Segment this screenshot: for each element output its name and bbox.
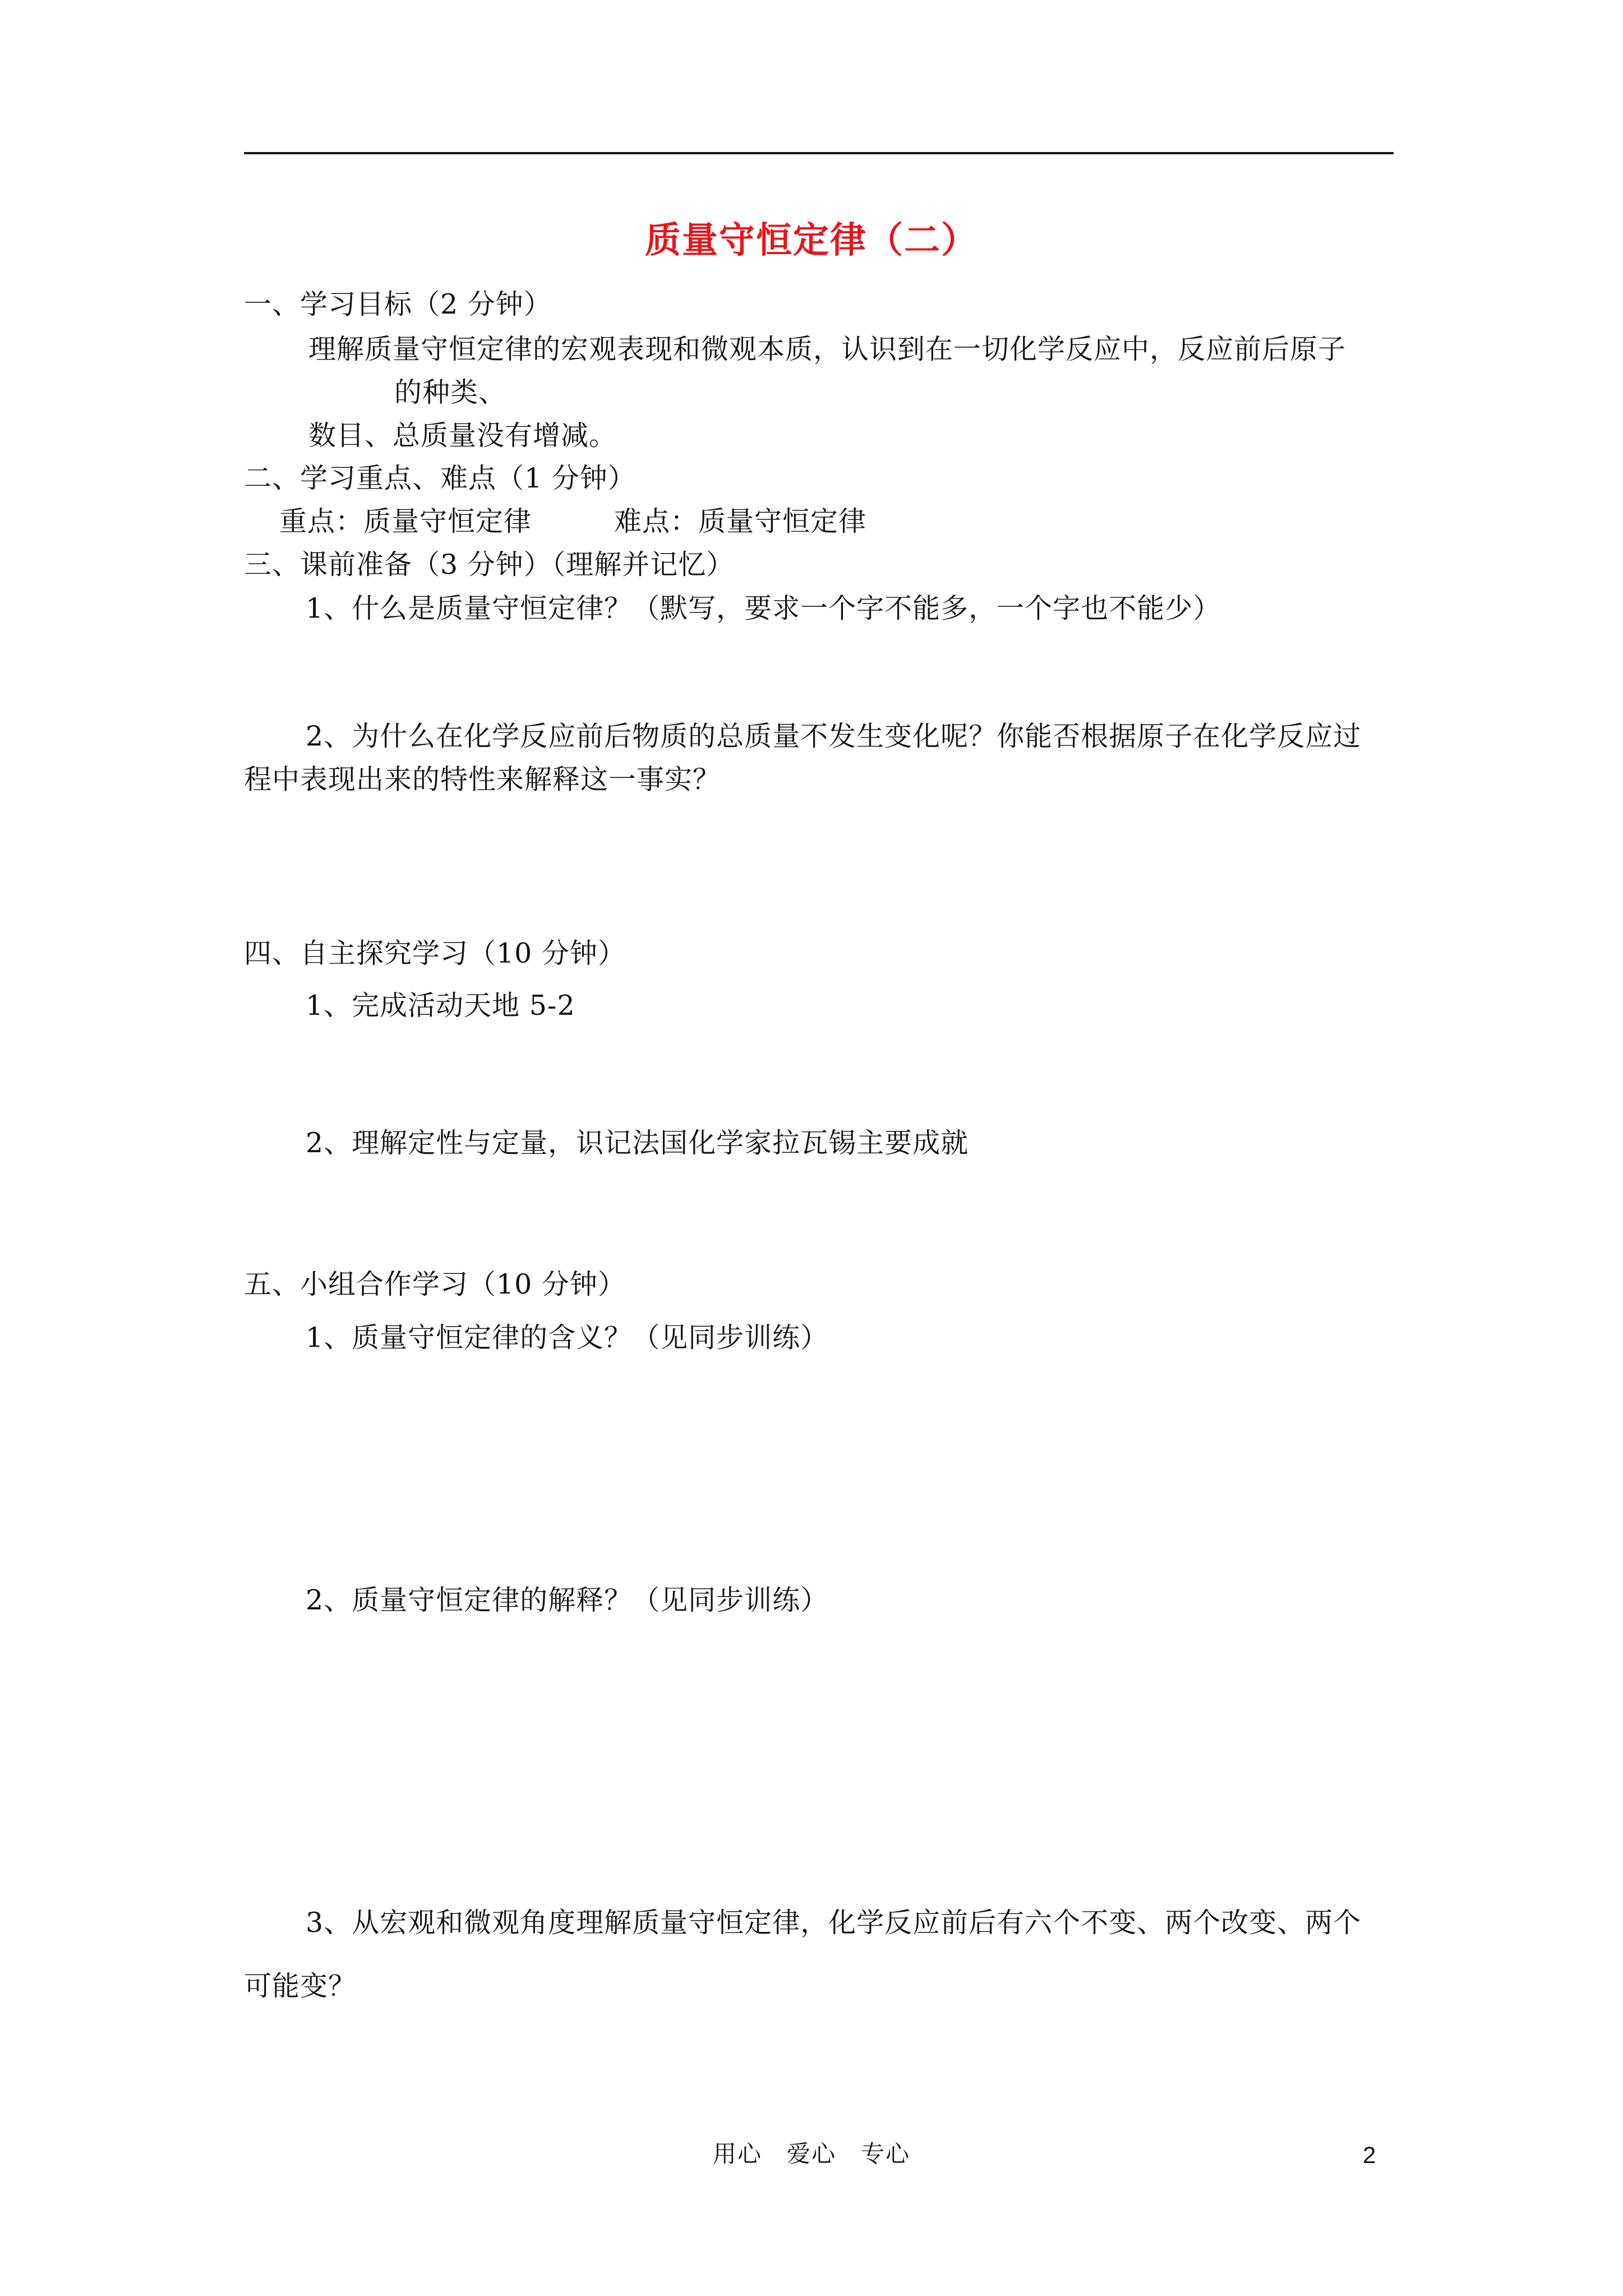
section-5-question-1: 1、质量守恒定律的含义？（见同步训练）	[306, 1322, 829, 1354]
footer-motto: 用心 爱心 专心	[712, 2140, 910, 2168]
section-1-text-cont: 的种类、	[394, 376, 507, 408]
section-4-question-2: 2、理解定性与定量，识记法国化学家拉瓦锡主要成就	[306, 1127, 969, 1159]
section-5-question-3-cont: 可能变？	[244, 1970, 357, 2002]
page-number: 2	[1363, 2142, 1376, 2168]
section-1-text-end: 数目、总质量没有增减。	[308, 420, 617, 452]
section-1-heading: 一、学习目标（2 分钟）	[244, 288, 552, 320]
section-5-question-3: 3、从宏观和微观角度理解质量守恒定律，化学反应前后有六个不变、两个改变、两个	[306, 1907, 1362, 1939]
section-3-heading: 三、课前准备（3 分钟）（理解并记忆）	[244, 549, 735, 581]
section-3-question-2-cont: 程中表现出来的特性来解释这一事实？	[244, 763, 721, 795]
section-5-question-2: 2、质量守恒定律的解释？（见同步训练）	[306, 1584, 829, 1616]
section-2-difficulty: 难点：质量守恒定律	[614, 505, 867, 537]
section-3-question-1: 1、什么是质量守恒定律？（默写，要求一个字不能多，一个字也不能少）	[306, 592, 1221, 624]
section-2-heading: 二、学习重点、难点（1 分钟）	[244, 462, 636, 494]
header-rule	[244, 152, 1394, 154]
section-4-heading: 四、自主探究学习（10 分钟）	[244, 937, 626, 969]
section-3-question-2: 2、为什么在化学反应前后物质的总质量不发生变化呢？你能否根据原子在化学反应过	[306, 720, 1362, 752]
section-2-focus: 重点：质量守恒定律	[279, 505, 532, 537]
section-5-heading: 五、小组合作学习（10 分钟）	[244, 1268, 626, 1300]
section-4-question-1: 1、完成活动天地 5-2	[306, 990, 575, 1022]
section-1-text: 理解质量守恒定律的宏观表现和微观本质，认识到在一切化学反应中，反应前后原子	[308, 333, 1347, 365]
page-title: 质量守恒定律（二）	[645, 219, 978, 261]
